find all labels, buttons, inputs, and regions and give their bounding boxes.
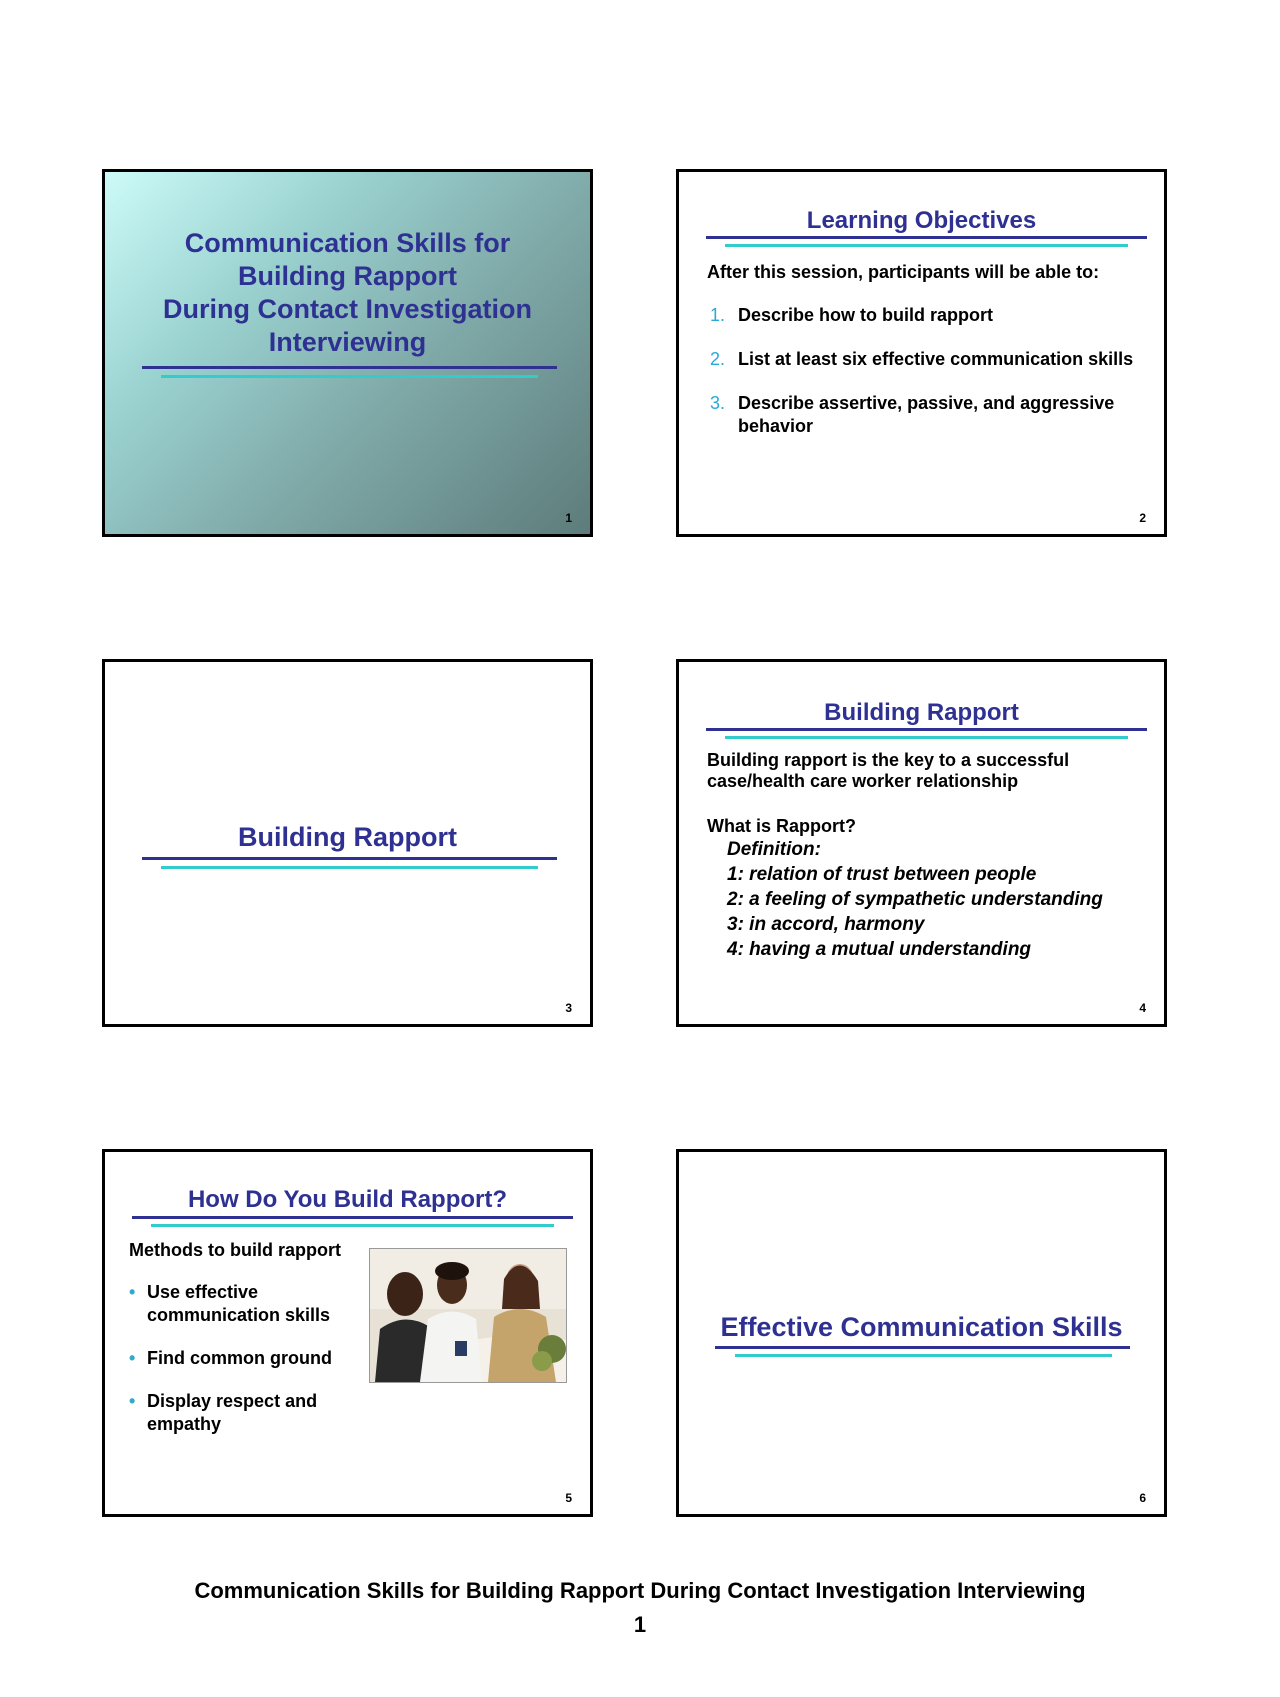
footer-title: Communication Skills for Building Rapport During Contact Investigation Interviewing: [194, 1578, 1086, 1603]
slide-3: [102, 659, 593, 1027]
rapport-question: What is Rapport?: [707, 816, 856, 836]
definition-label: Definition:: [727, 839, 821, 860]
slide-number: 2: [1139, 511, 1146, 525]
objectives-list: [707, 304, 1147, 438]
section-title: Effective Communication Skills: [720, 1312, 1123, 1342]
slide-heading: How Do You Build Rapport?: [187, 1186, 508, 1213]
title-underline: [142, 857, 557, 860]
slide-number: 5: [565, 1491, 572, 1505]
objective-text: Describe assertive, passive, and aggressive behavior: [738, 393, 1115, 436]
method-text: Display respect and empathy: [147, 1391, 318, 1434]
heading-underline-accent: [151, 1224, 554, 1227]
bullet-icon: •: [129, 1348, 136, 1368]
definition-item: 1: relation of trust between people: [727, 864, 1037, 885]
slide-1-title: [125, 227, 570, 359]
slide-2: [676, 169, 1167, 537]
list-item: [707, 348, 1147, 371]
definition-item: 3: in accord, harmony: [727, 914, 925, 935]
bullet-icon: •: [129, 1391, 136, 1411]
section-title: Building Rapport: [238, 822, 457, 852]
footer-page-number: 1: [633, 1612, 647, 1637]
slide-5: [102, 1149, 593, 1517]
objective-text: Describe how to build rapport: [738, 305, 994, 325]
heading-underline-accent: [725, 244, 1128, 247]
conversation-photo: [369, 1248, 567, 1383]
slide-4: [676, 659, 1167, 1027]
objectives-intro: After this session, participants will be able to:: [707, 262, 1100, 282]
slide-1: [102, 169, 593, 537]
title-underline-accent: [735, 1354, 1112, 1357]
list-number: 3.: [710, 393, 726, 413]
list-item: [129, 1281, 361, 1327]
definition-item: 2: a feeling of sympathetic understanding: [727, 889, 1103, 910]
list-item: [707, 392, 1147, 438]
bullet-icon: •: [129, 1282, 136, 1302]
title-underline-accent: [161, 375, 538, 378]
slide-number: 4: [1139, 1001, 1146, 1015]
title-underline-accent: [161, 866, 538, 869]
slide-heading: Learning Objectives: [806, 207, 1037, 234]
rapport-lead: Building rapport is the key to a successful case/health care worker relationship: [707, 750, 1070, 791]
title-underline: [715, 1346, 1130, 1349]
slide-number: 6: [1139, 1491, 1146, 1505]
list-item: [707, 304, 1147, 327]
list-number: 1.: [710, 305, 726, 325]
slide-number: 3: [565, 1001, 572, 1015]
slide-1-title-line: Interviewing: [268, 327, 427, 357]
heading-underline: [132, 1216, 573, 1219]
slide-number: 1: [565, 511, 572, 525]
slide-1-title-line: Building Rapport: [238, 261, 457, 291]
slide-1-title-line: Communication Skills for: [184, 228, 511, 258]
rapport-body: [707, 750, 1127, 962]
method-text: Find common ground: [147, 1348, 332, 1368]
methods-body: [129, 1239, 361, 1456]
heading-underline: [706, 728, 1147, 731]
slide-6: [676, 1149, 1167, 1517]
list-item: [129, 1347, 361, 1370]
objective-text: List at least six effective communication skills: [738, 349, 1134, 369]
definition-item: 4: having a mutual understanding: [727, 939, 1032, 960]
objectives-body: [707, 261, 1147, 459]
slide-1-title-line: During Contact Investigation: [162, 294, 532, 324]
heading-underline: [706, 236, 1147, 239]
slide-heading: Building Rapport: [824, 699, 1019, 726]
list-number: 2.: [710, 349, 726, 369]
methods-intro: Methods to build rapport: [129, 1240, 341, 1260]
method-text: Use effective communication skills: [147, 1282, 331, 1325]
heading-underline-accent: [725, 736, 1128, 739]
title-underline: [142, 366, 557, 369]
methods-list: [129, 1281, 361, 1436]
list-item: [129, 1390, 361, 1436]
